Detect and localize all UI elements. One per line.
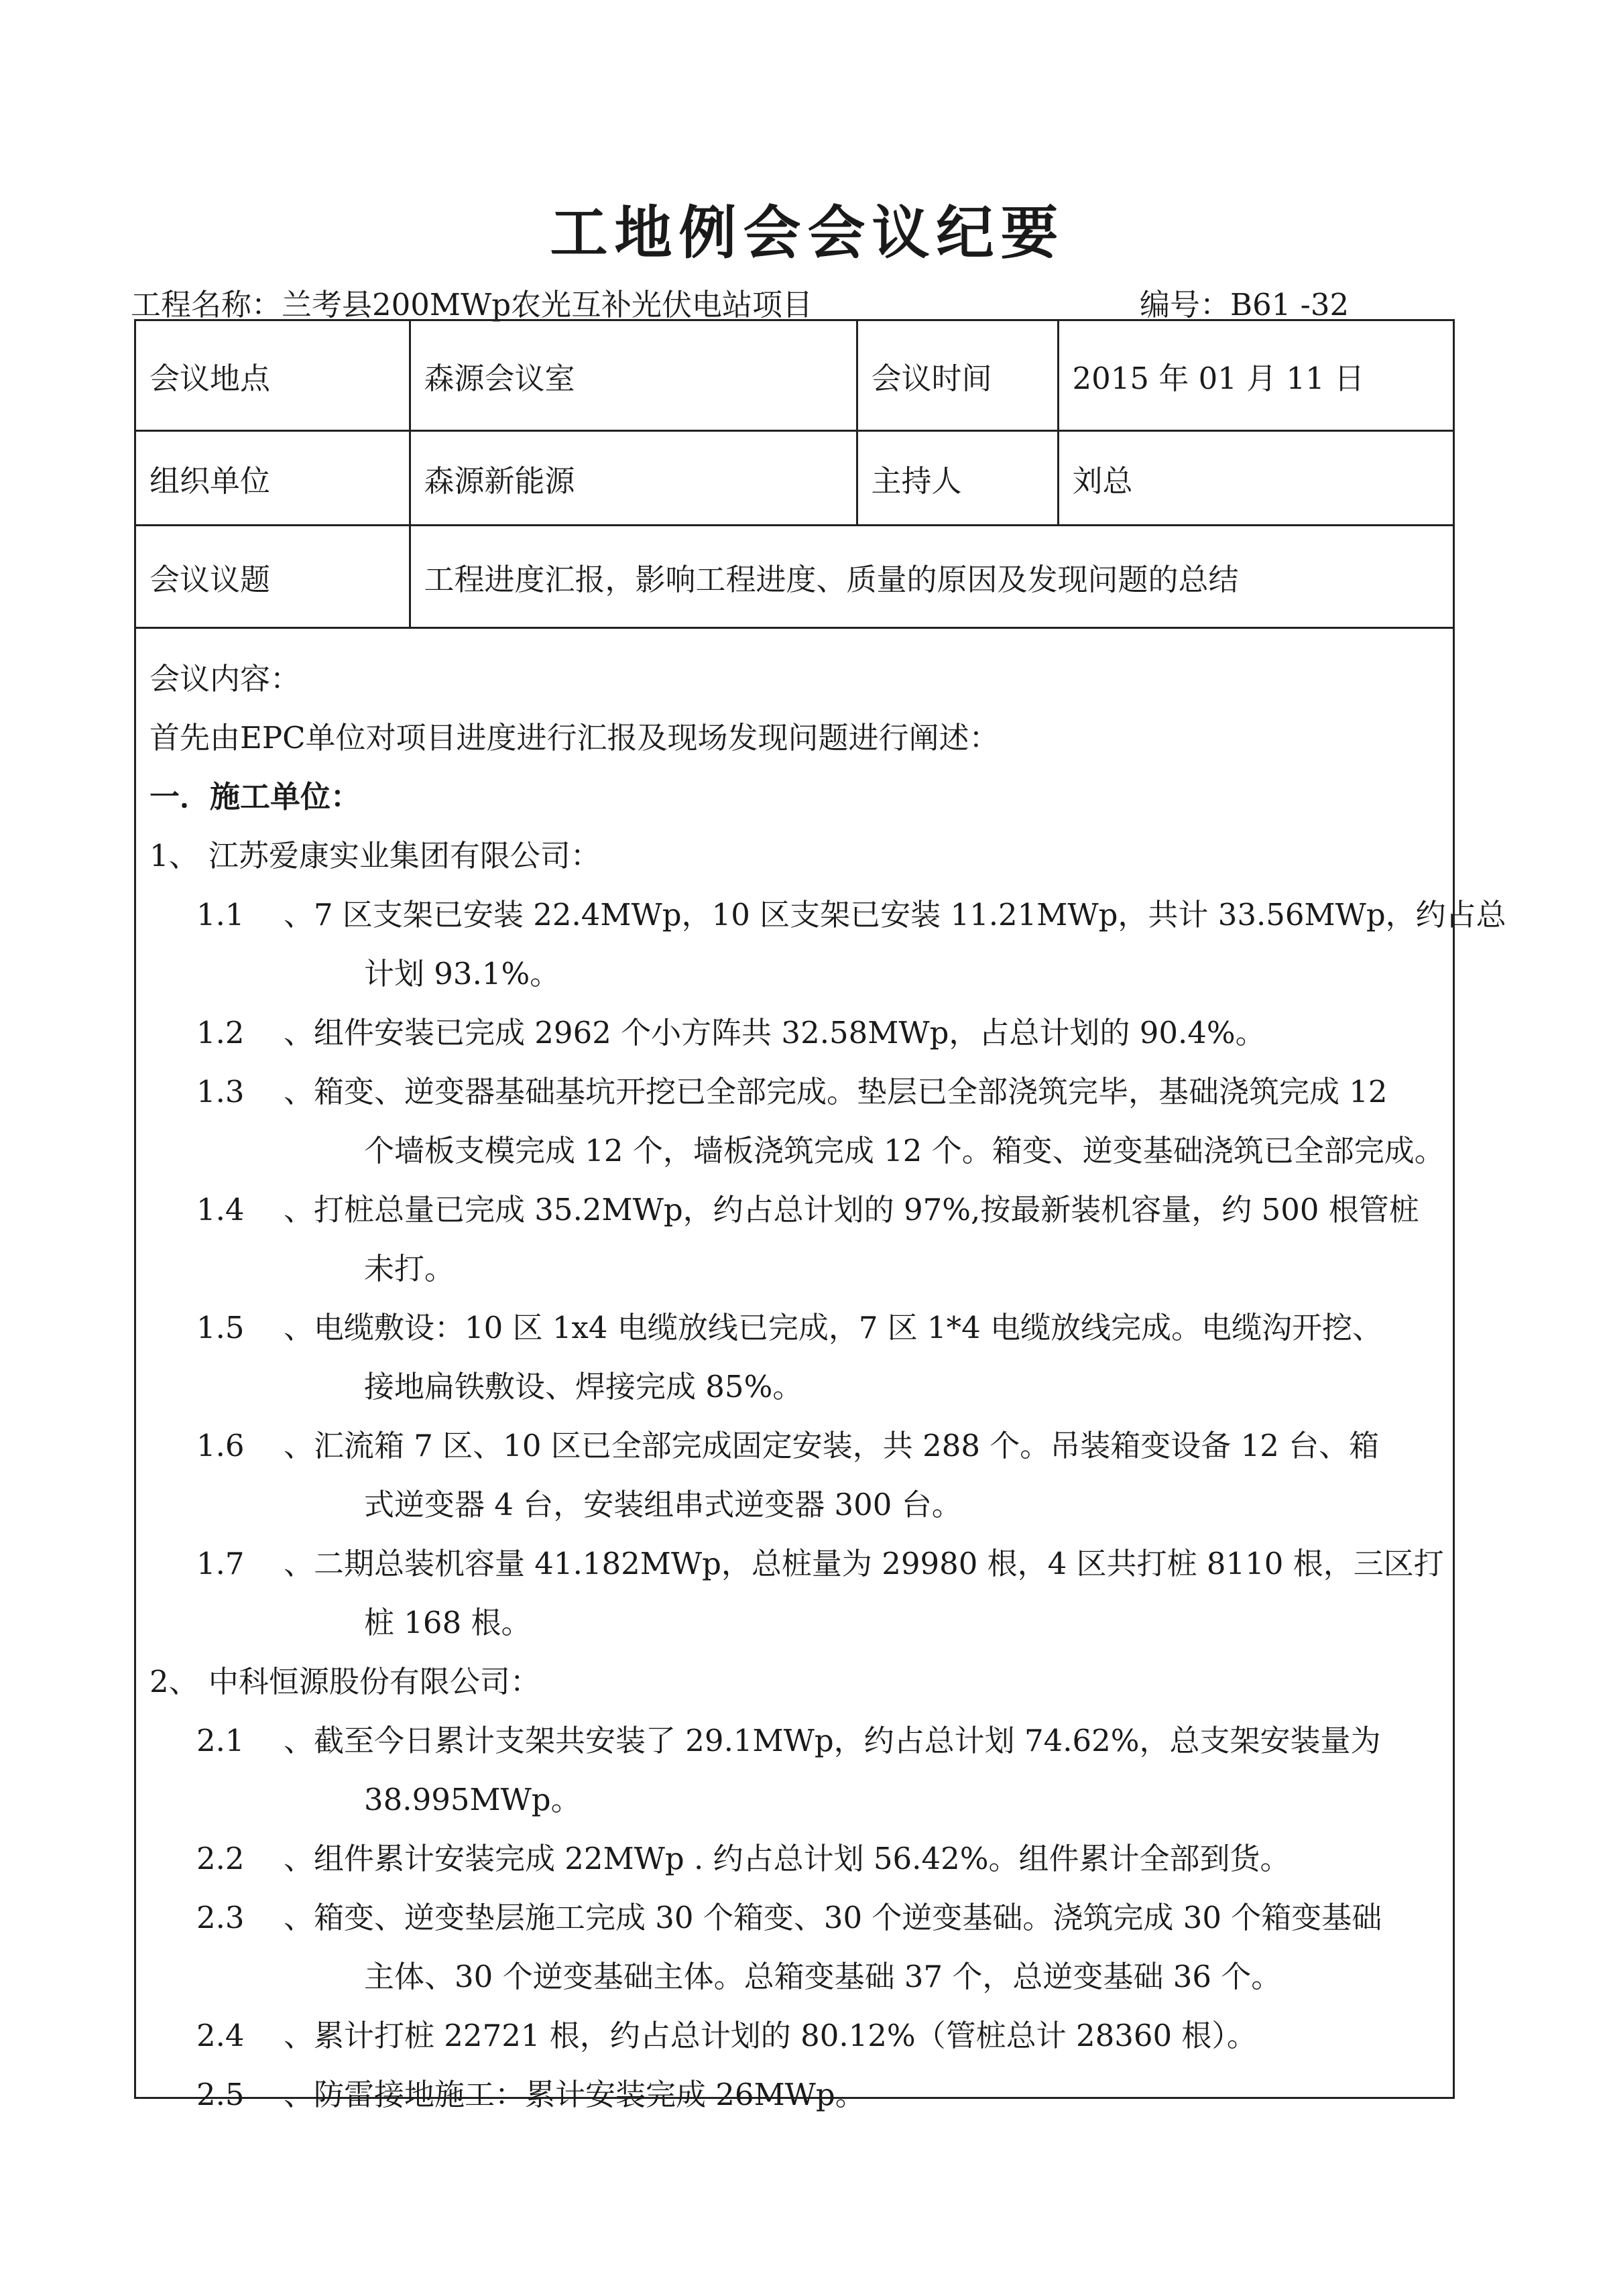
item-number: 1.4 [196, 1192, 245, 1227]
list-item [149, 1063, 1446, 1181]
meeting-info-table [136, 321, 1453, 629]
item-text [284, 2065, 1446, 2124]
item-line: 未打。 [364, 1251, 455, 1286]
minutes-sheet [134, 319, 1506, 2112]
item-number: 2.2 [196, 1841, 245, 1876]
topic-value: 工程进度汇报，影响工程进度、质量的原因及发现问题的总结 [410, 526, 1453, 628]
topic-label: 会议议题 [136, 526, 410, 628]
table-row [136, 321, 1453, 431]
item-number: 2.1 [196, 1723, 245, 1758]
document-number: 编号：B61 -32 [1140, 287, 1350, 322]
item-line: 、组件累计安装完成 22MWp . 约占总计划 56.42%。组件累计全部到货。 [284, 1841, 1291, 1876]
page-title: 工地例会会议纪要 [550, 200, 1065, 267]
company-heading: 2、 中科恒源股份有限公司： [149, 1664, 540, 1699]
item-number: 1.2 [196, 1015, 245, 1050]
host-label: 主持人 [857, 431, 1058, 526]
item-number: 1.3 [196, 1074, 245, 1109]
content-heading: 会议内容： [149, 661, 301, 697]
org-value: 森源新能源 [410, 431, 857, 526]
meeting-content [149, 650, 1506, 2124]
item-text [284, 1534, 1446, 1652]
list-item [149, 1004, 1446, 1063]
list-item [149, 1711, 1446, 1829]
item-line: 、汇流箱 7 区、10 区已全部完成固定安装，共 288 个。吊装箱变设备 12 台、箱 [284, 1428, 1380, 1463]
item-line: 、防雷接地施工：累计安装完成 26MWp。 [284, 2077, 865, 2112]
list-item [149, 1888, 1446, 2006]
list-item [149, 2006, 1446, 2065]
item-line: 、组件安装已完成 2962 个小方阵共 32.58MWp，占总计划的 90.4%。 [284, 1015, 1266, 1050]
item-number: 2.3 [196, 1900, 245, 1935]
item-line: 主体、30 个逆变基础主体。总箱变基础 37 个，总逆变基础 36 个。 [364, 1959, 1282, 1994]
item-text [284, 1711, 1446, 1829]
item-line: 、打桩总量已完成 35.2MWp，约占总计划的 97%,按最新装机容量，约 500 根管桩 [284, 1192, 1419, 1227]
time-label: 会议时间 [857, 321, 1058, 431]
list-item [149, 886, 1506, 1004]
item-line: 、累计打桩 22721 根，约占总计划的 80.12%（管桩总计 28360 根）。 [284, 2018, 1257, 2053]
item-line: 桩 168 根。 [364, 1605, 532, 1640]
item-text [284, 1181, 1446, 1298]
location-value: 森源会议室 [410, 321, 857, 431]
item-text [284, 1004, 1446, 1063]
item-line: 、二期总装机容量 41.182MWp，总桩量为 29980 根，4 区共打桩 8110 根，三区打 [284, 1546, 1444, 1581]
item-text [284, 2006, 1446, 2065]
item-text [284, 1416, 1446, 1534]
item-list [149, 886, 1506, 1652]
item-line: 式逆变器 4 台，安装组串式逆变器 300 台。 [364, 1487, 962, 1522]
item-line: 接地扁铁敷设、焊接完成 85%。 [364, 1369, 803, 1404]
list-item [149, 1416, 1446, 1534]
list-item [149, 1534, 1446, 1652]
item-line: 、箱变、逆变器基础基坑开挖已全部完成。垫层已全部浇筑完毕，基础浇筑完成 12 [284, 1074, 1388, 1109]
list-item [149, 1829, 1446, 1888]
item-text [284, 1063, 1446, 1181]
item-text [284, 1888, 1446, 2006]
item-line: 38.995MWp。 [364, 1782, 581, 1817]
item-number: 2.4 [196, 2018, 245, 2053]
location-label: 会议地点 [136, 321, 410, 431]
item-line: 个墙板支模完成 12 个，墙板浇筑完成 12 个。箱变、逆变基础浇筑已全部完成。 [364, 1133, 1445, 1168]
time-value: 2015 年 01 月 11 日 [1058, 321, 1453, 431]
list-item [149, 2065, 1446, 2124]
item-text [284, 886, 1506, 1004]
item-line: 、电缆敷设：10 区 1x4 电缆放线已完成，7 区 1*4 电缆放线完成。电缆沟开挖、 [284, 1310, 1383, 1345]
item-text [284, 1829, 1446, 1888]
list-item [149, 1298, 1446, 1416]
item-list [149, 1711, 1446, 2124]
org-label: 组织单位 [136, 431, 410, 526]
item-text [284, 1298, 1446, 1416]
item-number: 1.5 [196, 1310, 245, 1345]
item-number: 1.6 [196, 1428, 245, 1463]
host-value: 刘总 [1058, 431, 1453, 526]
table-row [136, 526, 1453, 628]
item-line: 、7 区支架已安装 22.4MWp，10 区支架已安装 11.21MWp，共计 33.56MWp，约占总 [284, 897, 1506, 932]
item-number: 1.7 [196, 1546, 245, 1581]
item-line: 、箱变、逆变垫层施工完成 30 个箱变、30 个逆变基础。浇筑完成 30 个箱变基础 [284, 1900, 1382, 1935]
item-number: 2.5 [196, 2077, 245, 2112]
item-line: 计划 93.1%。 [364, 956, 560, 991]
content-intro: 首先由EPC单位对项目进度进行汇报及现场发现问题进行阐述： [149, 720, 1000, 756]
item-line: 、截至今日累计支架共安装了 29.1MWp，约占总计划 74.62%，总支架安装量为 [284, 1723, 1381, 1758]
list-item [149, 1181, 1446, 1298]
table-row [136, 431, 1453, 526]
company-heading: 1、 江苏爱康实业集团有限公司： [149, 838, 601, 873]
item-number: 1.1 [196, 897, 245, 932]
section-title: 一．施工单位： [149, 779, 361, 814]
project-name: 工程名称：兰考县200MWp农光互补光伏电站项目 [131, 287, 813, 322]
